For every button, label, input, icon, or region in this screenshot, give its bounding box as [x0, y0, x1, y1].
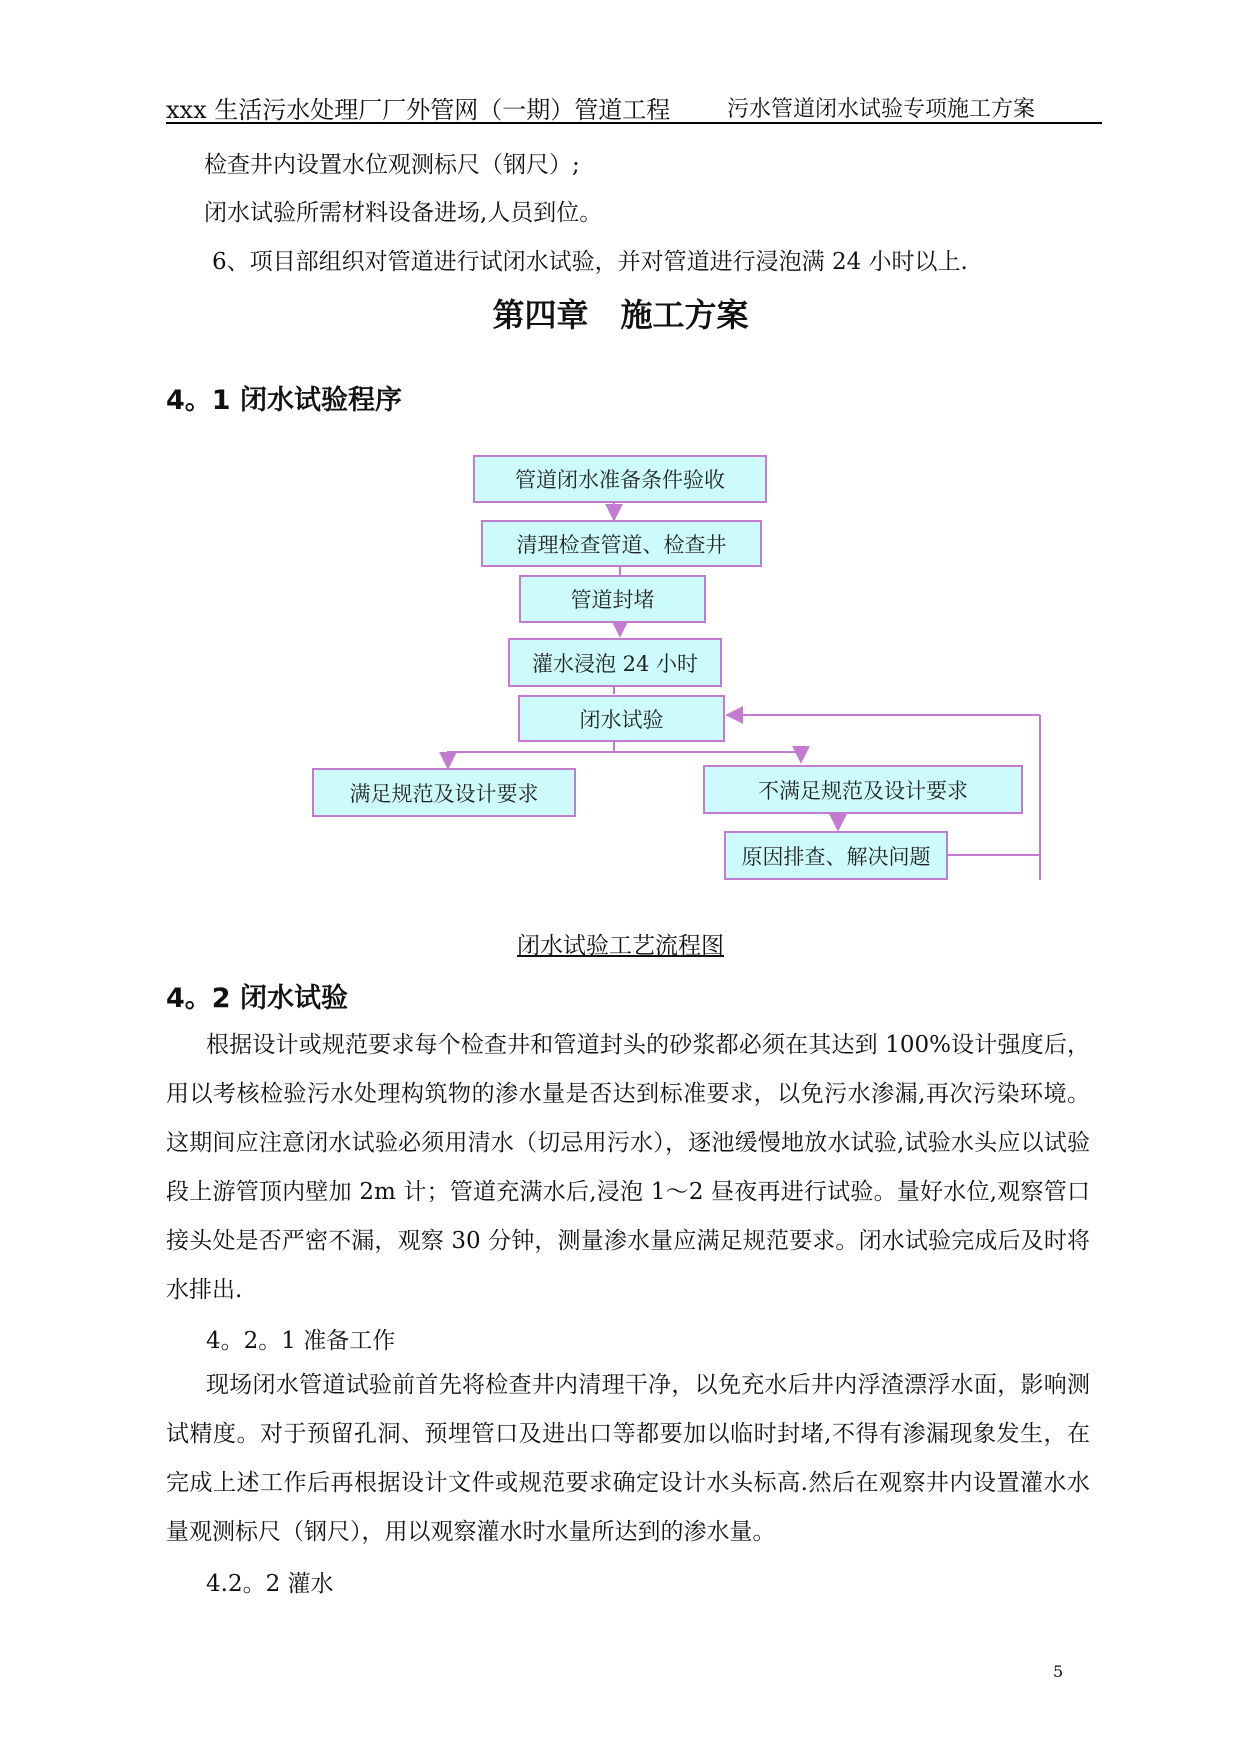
intro-line-1: 检查井内设置水位观测标尺（钢尺）;: [204, 152, 580, 178]
flow-step-clean-inspect: 清理检查管道、检查井: [481, 520, 762, 567]
header-document-title: 污水管道闭水试验专项施工方案: [727, 97, 1036, 122]
flow-step-acceptance: 管道闭水准备条件验收: [473, 455, 767, 503]
flow-step-soak-24h: 灌水浸泡 24 小时: [508, 638, 722, 687]
flow-result-pass: 满足规范及设计要求: [312, 768, 576, 817]
arrow-to-fail: [614, 752, 801, 762]
intro-line-2: 闭水试验所需材料设备进场,人员到位。: [204, 200, 603, 226]
flow-step-plug-pipe: 管道封堵: [519, 575, 706, 623]
subsection-4-2-2-heading: 4.2。2 灌水: [206, 1571, 334, 1597]
section-4-2-heading: 4。2 闭水试验: [166, 983, 348, 1014]
flowchart-caption: 闭水试验工艺流程图: [517, 933, 724, 959]
intro-line-3: 6、项目部组织对管道进行试闭水试验，并对管道进行浸泡满 24 小时以上.: [212, 249, 968, 275]
header-project-title: xxx 生活污水处理厂厂外管网（一期）管道工程: [166, 96, 671, 124]
page-number: 5: [1053, 1662, 1064, 1681]
flow-result-fail: 不满足规范及设计要求: [703, 765, 1023, 814]
subsection-4-2-1-heading: 4。2。1 准备工作: [206, 1328, 396, 1354]
chapter-title: 第四章 施工方案: [492, 296, 749, 334]
arrow-to-pass: [448, 752, 614, 768]
flow-step-troubleshoot: 原因排查、解决问题: [724, 831, 948, 880]
flow-step-closed-water-test: 闭水试验: [518, 695, 725, 742]
section-4-2-paragraph: 根据设计或规范要求每个检查井和管道封头的砂浆都必须在其达到 100%设计强度后，用以考核检验污水处理构筑物的渗水量是否达到标准要求，以免污水渗漏,再次污染环境。这期间应注意闭水试验必须用清水（切忌用污水），逐池缓慢地放水试验,试验水头应以试验段上游管顶内壁加 2m 计；管道充满水后,浸泡 1～2 昼夜再进行试验。量好水位,观察管口接头处是否严密不漏，观察 30 分钟，测量渗水量应满足规范要求。闭水试验完成后及时将水排出.: [166, 1032, 1090, 1303]
subsection-4-2-1-paragraph: 现场闭水管道试验前首先将检查井内清理干净，以免充水后井内浮渣漂浮水面，影响测试精度。对于预留孔洞、预埋管口及进出口等都要加以临时封堵,不得有渗漏现象发生，在完成上述工作后再根据设计文件或规范要求确定设计水头标高.然后在观察井内设置灌水水量观测标尺（钢尺），用以观察灌水时水量所达到的渗水量。: [166, 1372, 1090, 1545]
section-4-1-heading: 4。1 闭水试验程序: [166, 385, 402, 416]
